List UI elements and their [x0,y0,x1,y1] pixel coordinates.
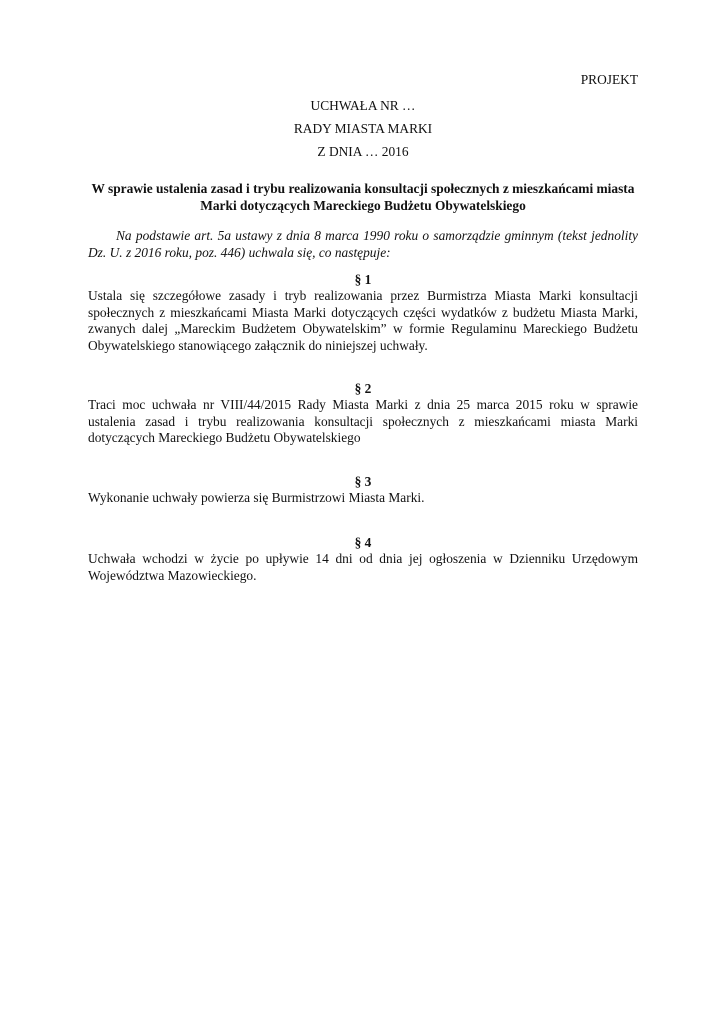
council-name: RADY MIASTA MARKI [293,121,433,136]
section-text-3: Wykonanie uchwały powierza się Burmistrzowi Miasta Marki. [88,490,425,505]
resolution-number: UCHWAŁA NR … [310,98,416,113]
section-symbol-3: § 3 [354,474,372,489]
preamble: Na podstawie art. 5a ustawy z dnia 8 marca 1990 roku o samorządzie gminnym (tekst jednolity Dz. U. z 2016 roku, poz. 446) uchwala się, co następuje: [88,228,638,260]
section-text-2: Traci moc uchwała nr VIII/44/2015 Rady Miasta Marki z dnia 25 marca 2015 roku w sprawie ustalenia zasad i trybu realizowania konsultacji społecznych z mieszkańcami miasta Marki dotyczących Mareckiego Budżetu Obywatelskiego [88,397,638,446]
section-symbol-4: § 4 [354,535,372,550]
section-text-1: Ustala się szczegółowe zasady i tryb realizowania przez Burmistrza Miasta Marki konsultacji społecznych z mieszkańcami Miasta Marki dotyczących części wydatków z budżetu Miasta Marki, zwanych dalej „Mareckim Budżetem Obywatelskim” w formie Regulaminu Mareckiego Budżetu Obywatelskiego stanowiącego załącznik do niniejszej uchwały. [88,288,638,353]
section-symbol-2: § 2 [354,381,372,396]
resolution-date: Z DNIA … 2016 [317,144,409,159]
section-symbol-1: § 1 [354,272,372,287]
document-title: W sprawie ustalenia zasad i trybu realizowania konsultacji społecznych z mieszkańcami miasta Marki dotyczących Mareckiego Budżetu Obywatelskiego [91,181,635,213]
project-marker: PROJEKT [580,72,638,87]
section-text-4: Uchwała wchodzi w życie po upływie 14 dni od dnia jej ogłoszenia w Dzienniku Urzędowym Województwa Mazowieckiego. [88,551,638,583]
